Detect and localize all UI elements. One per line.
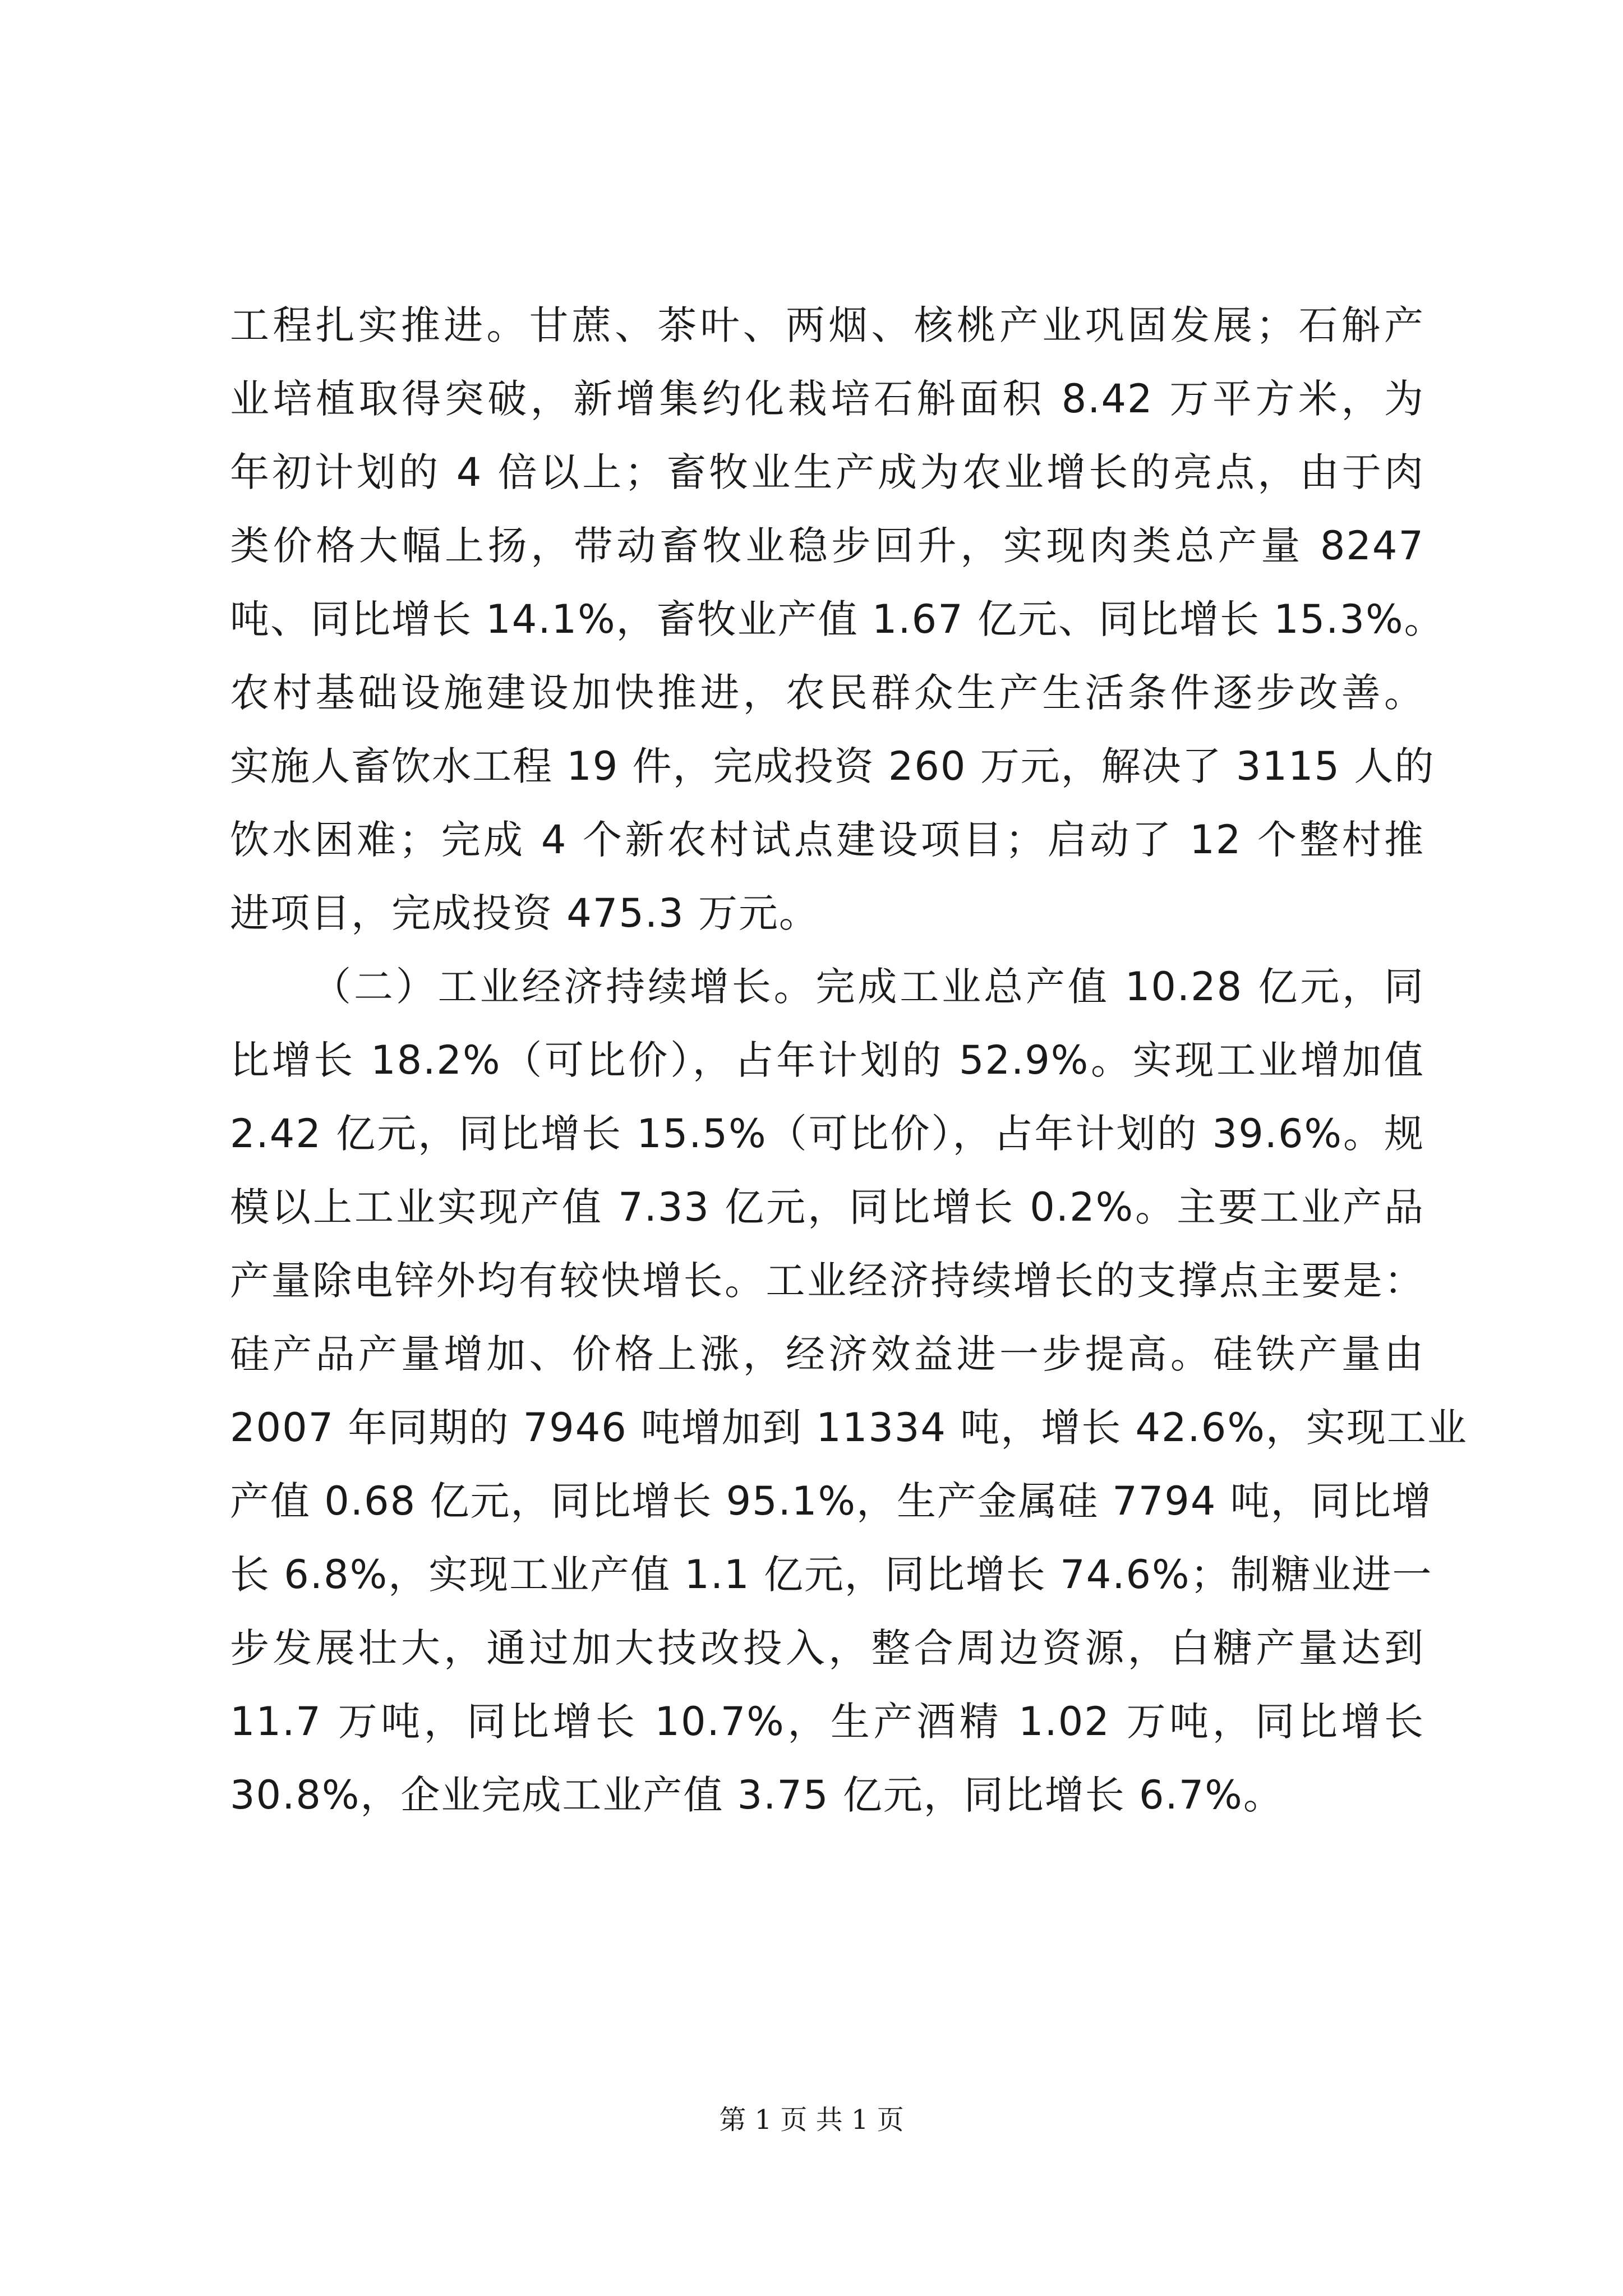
text-line: 进项目，完成投资 475.3 万元。 <box>230 890 819 936</box>
text-line: 农村基础设施建设加快推进，农民群众生产生活条件逐步改善。 <box>230 670 1424 716</box>
text-line: 类价格大幅上扬，带动畜牧业稳步回升，实现肉类总产量 8247 <box>230 523 1424 569</box>
text-line: 2.42 亿元，同比增长 15.5%（可比价），占年计划的 39.6%。规 <box>230 1111 1424 1157</box>
text-line: 2007 年同期的 7946 吨增加到 11334 吨，增长 42.6%，实现工业 <box>230 1405 1468 1451</box>
text-line: 吨、同比增长 14.1%，畜牧业产值 1.67 亿元、同比增长 15.3%。 <box>230 596 1445 642</box>
text-line: 产值 0.68 亿元，同比增长 95.1%，生产金属硅 7794 吨，同比增 <box>230 1478 1432 1524</box>
text-line: 业培植取得突破，新增集约化栽培石斛面积 8.42 万平方米，为 <box>230 376 1424 422</box>
text-line: 模以上工业实现产值 7.33 亿元，同比增长 0.2%。主要工业产品 <box>230 1184 1424 1230</box>
text-line: 工程扎实推进。甘蔗、茶叶、两烟、核桃产业巩固发展；石斛产 <box>230 302 1424 348</box>
text-line: 30.8%，企业完成工业产值 3.75 亿元，同比增长 6.7%。 <box>230 1772 1284 1818</box>
paragraph-2 <box>230 950 1468 1832</box>
text-line: 比增长 18.2%（可比价），占年计划的 52.9%。实现工业增加值 <box>230 1037 1424 1083</box>
text-line: 长 6.8%，实现工业产值 1.1 亿元，同比增长 74.6%；制糖业进一 <box>230 1552 1433 1598</box>
text-line: 硅产品产量增加、价格上涨，经济效益进一步提高。硅铁产量由 <box>230 1331 1424 1377</box>
text-line: 实施人畜饮水工程 19 件，完成投资 260 万元，解决了 3115 人的 <box>230 743 1435 789</box>
text-line: 饮水困难；完成 4 个新农村试点建设项目；启动了 12 个整村推 <box>230 817 1424 863</box>
body-text <box>230 289 1468 1832</box>
text-line: （二）工业经济持续增长。完成工业总产值 10.28 亿元，同 <box>312 964 1424 1010</box>
text-line: 年初计划的 4 倍以上；畜牧业生产成为农业增长的亮点，由于肉 <box>230 449 1424 495</box>
text-line: 11.7 万吨，同比增长 10.7%，生产酒精 1.02 万吨，同比增长 <box>230 1699 1424 1745</box>
text-line: 产量除电锌外均有较快增长。工业经济持续增长的支撑点主要是： <box>230 1258 1424 1304</box>
text-line: 步发展壮大，通过加大技改投入，整合周边资源，白糖产量达到 <box>230 1625 1424 1671</box>
page-footer: 第 1 页 共 1 页 <box>719 2104 904 2136</box>
paragraph-1 <box>230 289 1445 950</box>
